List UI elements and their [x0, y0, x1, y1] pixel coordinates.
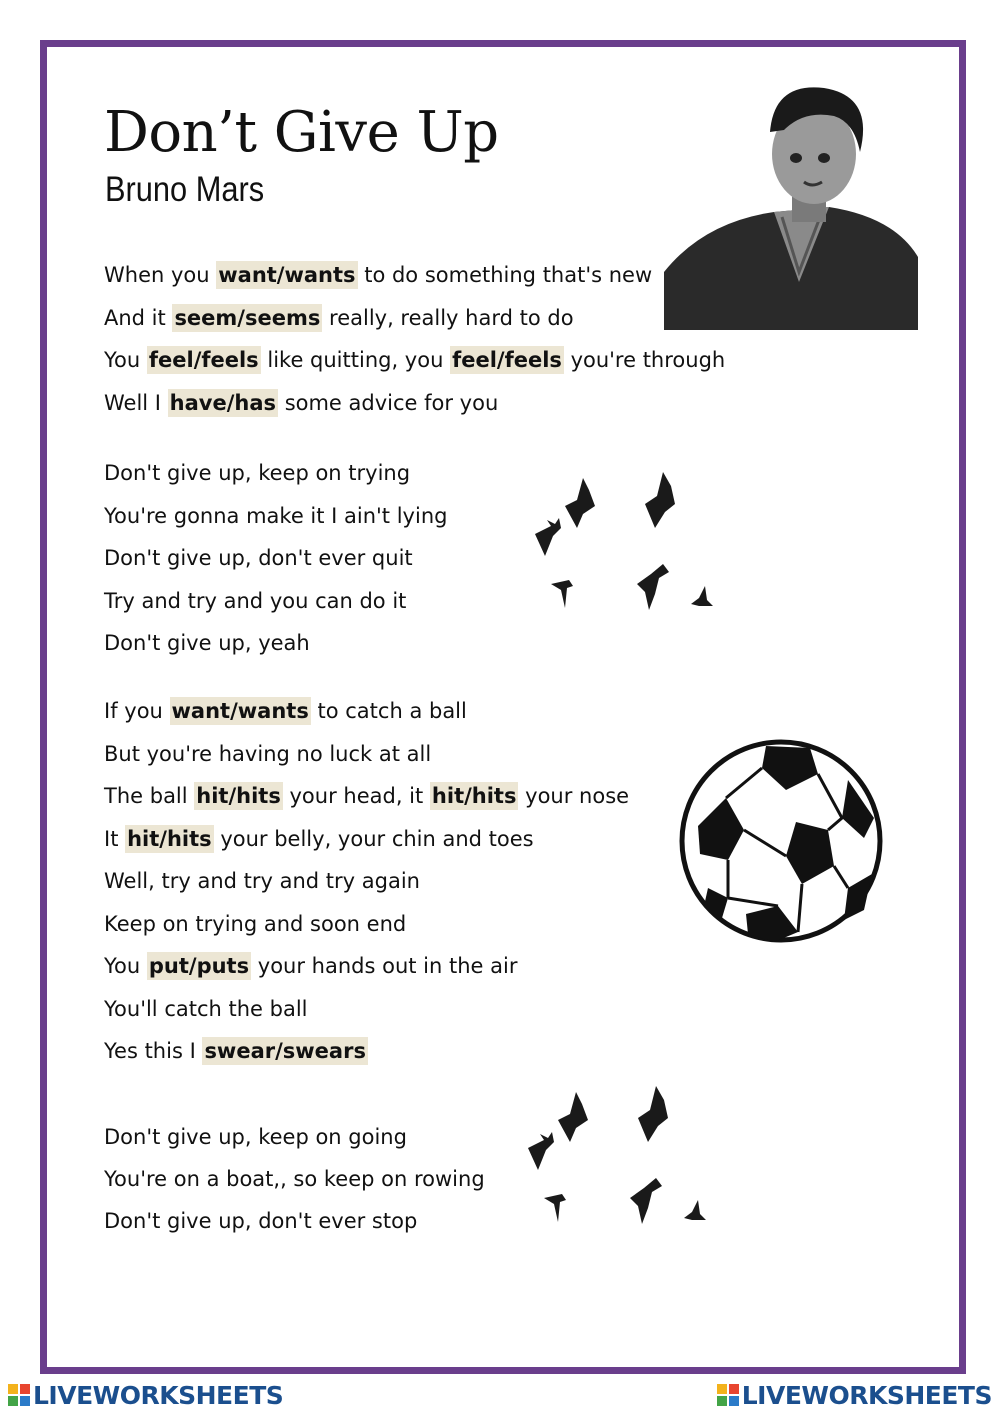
lyric-text: You [104, 954, 147, 978]
lyric-text: Well I [104, 391, 168, 415]
lyric-text: You [104, 348, 147, 372]
answer-box[interactable]: hit/hits [431, 784, 517, 808]
lyric-text: Don't give up, don't ever stop [104, 1209, 418, 1233]
lyric-text: And it [104, 306, 173, 330]
lyric-text: your nose [518, 784, 630, 808]
liveworksheets-logo-icon [8, 1384, 30, 1406]
lyric-line [104, 1206, 417, 1236]
lyric-text: Try and try and you can do it [104, 589, 407, 613]
lyric-text: Keep on trying and soon end [104, 912, 407, 936]
lyric-line [104, 696, 467, 726]
lyric-line [104, 909, 406, 939]
liveworksheets-brand-right[interactable] [717, 1380, 992, 1410]
lyric-line [104, 260, 652, 290]
answer-box[interactable]: hit/hits [127, 827, 212, 851]
lyric-text: you're through [563, 348, 726, 372]
lyric-text: You're gonna make it I ain't lying [104, 504, 448, 528]
lyric-line [104, 1122, 407, 1152]
answer-box[interactable]: feel/feels [452, 348, 562, 372]
lyric-line [104, 1164, 485, 1194]
lyric-line [104, 824, 534, 854]
lyric-line [104, 303, 574, 333]
lyric-line [104, 628, 310, 658]
lyric-text: your hands out in the air [251, 954, 518, 978]
lyric-line [104, 543, 413, 573]
lyric-line [104, 458, 410, 488]
lyric-text: your belly, your chin and toes [213, 827, 534, 851]
lyric-line [104, 501, 447, 531]
lyric-text: to do something that's new [357, 263, 653, 287]
lyric-text: But you're having no luck at all [104, 742, 432, 766]
lyric-text: your head, it [282, 784, 430, 808]
lyric-line [104, 739, 431, 769]
lyric-text: really, really hard to do [322, 306, 574, 330]
answer-box[interactable]: want/wants [218, 263, 356, 287]
lyric-text: Don't give up, keep on going [104, 1125, 407, 1149]
answer-box[interactable]: want/wants [171, 699, 309, 723]
answer-box[interactable]: have/has [169, 391, 277, 415]
lyric-line [104, 388, 498, 418]
liveworksheets-brand-left[interactable] [8, 1380, 283, 1410]
lyric-text: some advice for you [278, 391, 499, 415]
lyric-text: The ball [104, 784, 195, 808]
answer-box[interactable]: put/puts [148, 954, 250, 978]
lyric-text: Don't give up, keep on trying [104, 461, 411, 485]
lyric-text: Don't give up, yeah [104, 631, 310, 655]
lyric-text: Yes this I [104, 1039, 203, 1063]
lyric-line [104, 951, 517, 981]
soccer-ball-illustration [678, 738, 884, 944]
artist-name: Bruno Mars [105, 170, 265, 209]
lyric-text: It [104, 827, 126, 851]
lyric-line [104, 586, 406, 616]
lyric-line [104, 994, 308, 1024]
answer-box[interactable]: seem/seems [174, 306, 321, 330]
brand-text: LIVEWORKSHEETS [741, 1380, 992, 1410]
song-title: Don’t Give Up [104, 100, 499, 165]
lyric-text: If you [104, 699, 170, 723]
birds-illustration [518, 1080, 718, 1230]
answer-box[interactable]: hit/hits [196, 784, 281, 808]
lyric-line [104, 866, 420, 896]
artist-photo [664, 82, 918, 330]
lyric-text: like quitting, you [260, 348, 451, 372]
answer-box[interactable]: swear/swears [204, 1039, 366, 1063]
liveworksheets-logo-icon [717, 1384, 739, 1406]
lyric-line [104, 1036, 368, 1066]
brand-text: LIVEWORKSHEETS [33, 1380, 284, 1410]
lyric-line [104, 345, 725, 375]
lyric-text: to catch a ball [310, 699, 467, 723]
lyric-text: You're on a boat,, so keep on rowing [104, 1167, 485, 1191]
lyric-text: You'll catch the ball [104, 997, 308, 1021]
birds-illustration [525, 466, 725, 616]
lyric-line [104, 781, 629, 811]
lyric-text: When you [104, 263, 217, 287]
answer-box[interactable]: feel/feels [148, 348, 259, 372]
lyric-text: Well, try and try and try again [104, 869, 420, 893]
lyric-text: Don't give up, don't ever quit [104, 546, 413, 570]
